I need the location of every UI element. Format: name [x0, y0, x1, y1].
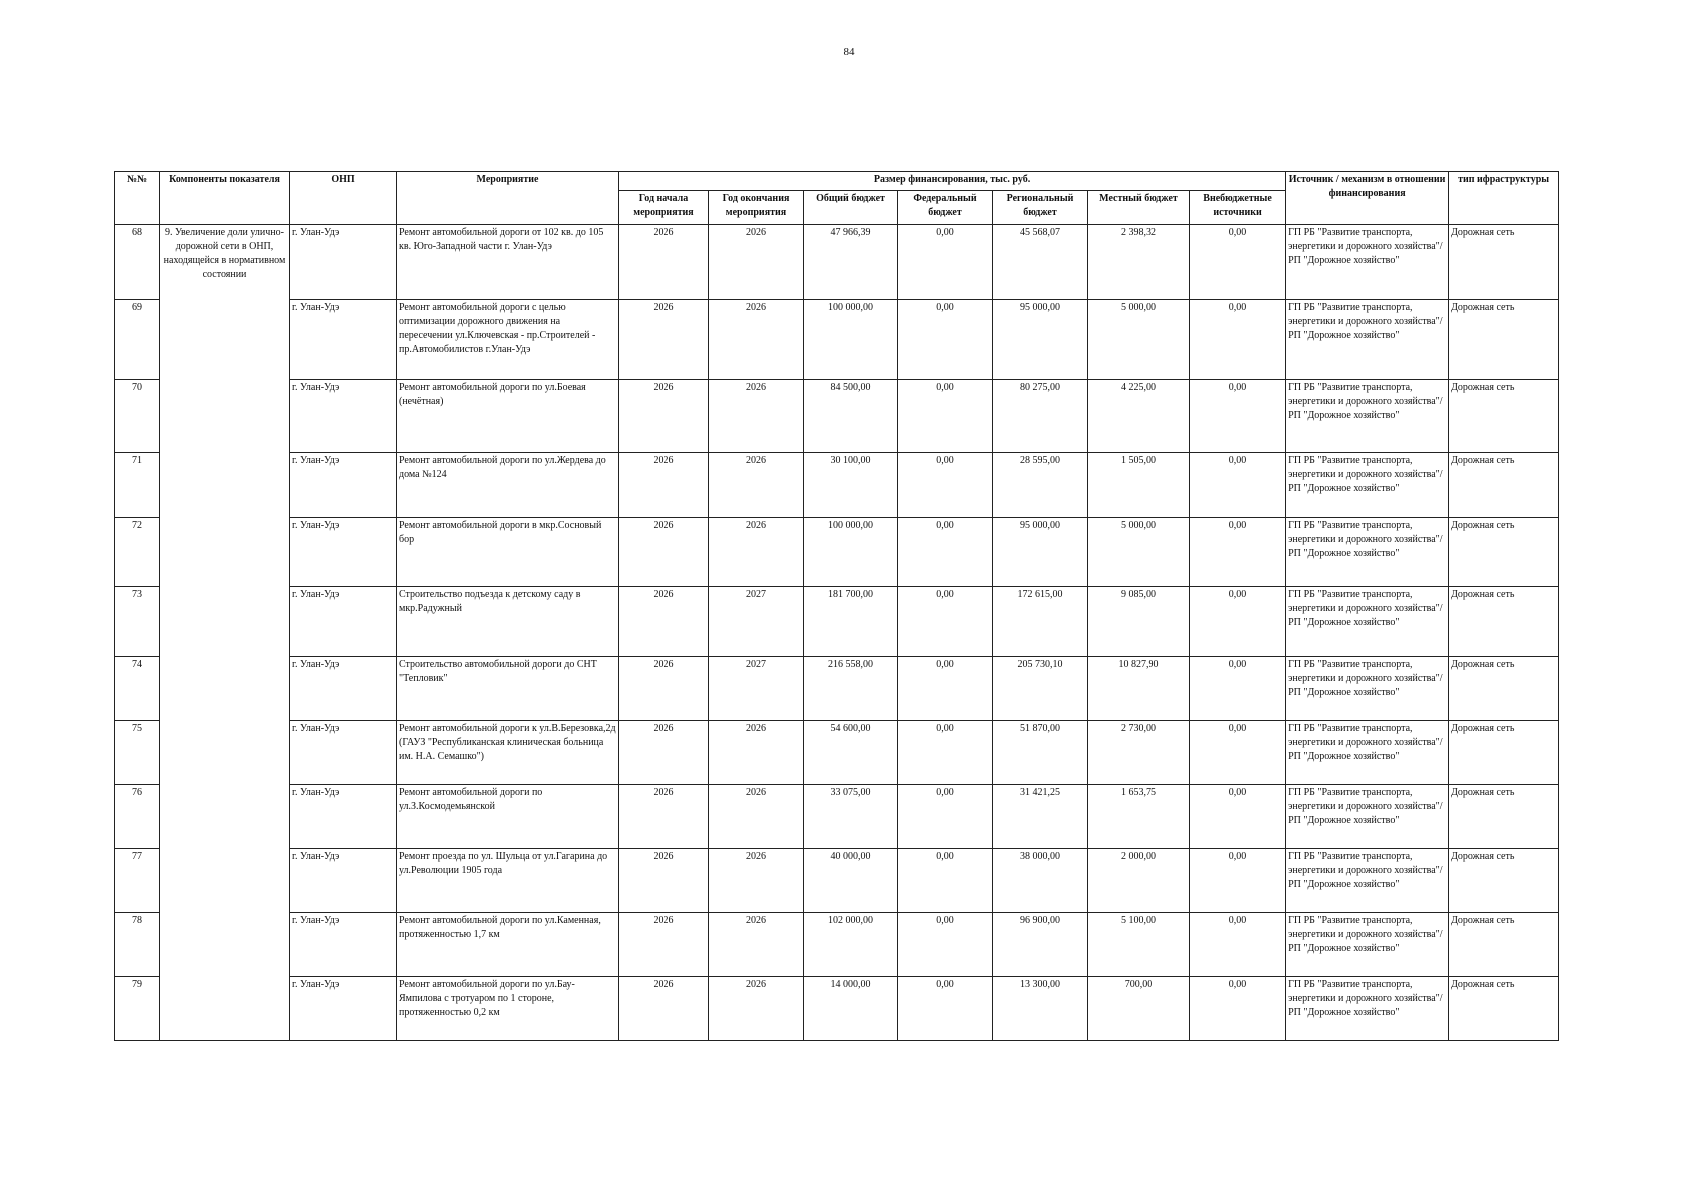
source-cell: ГП РБ "Развитие транспорта, энергетики и дорожного хозяйства"/РП "Дорожное хозяйство": [1286, 225, 1449, 300]
end-year-cell: 2026: [709, 225, 804, 300]
header-extra: Внебюджетные источники: [1190, 191, 1286, 225]
total-budget-cell: 33 075,00: [804, 785, 898, 849]
event-cell: Ремонт автомобильной дороги от 102 кв. до 105 кв. Юго-Западной части г. Улан-Удэ: [397, 225, 619, 300]
infra-type-cell: Дорожная сеть: [1449, 300, 1559, 380]
end-year-cell: 2026: [709, 380, 804, 453]
event-cell: Ремонт автомобильной дороги к ул.В.Березовка,2д (ГАУЗ "Республиканская клиническая больница им. Н.А. Семашко"): [397, 721, 619, 785]
local-budget-cell: 2 000,00: [1088, 849, 1190, 913]
start-year-cell: 2026: [619, 300, 709, 380]
infra-type-cell: Дорожная сеть: [1449, 913, 1559, 977]
total-budget-cell: 40 000,00: [804, 849, 898, 913]
header-regional: Региональный бюджет: [993, 191, 1088, 225]
source-cell: ГП РБ "Развитие транспорта, энергетики и дорожного хозяйства"/РП "Дорожное хозяйство": [1286, 785, 1449, 849]
regional-budget-cell: 96 900,00: [993, 913, 1088, 977]
source-cell: ГП РБ "Развитие транспорта, энергетики и дорожного хозяйства"/РП "Дорожное хозяйство": [1286, 587, 1449, 657]
start-year-cell: 2026: [619, 721, 709, 785]
header-component: Компоненты показателя: [160, 172, 290, 225]
local-budget-cell: 5 100,00: [1088, 913, 1190, 977]
header-start-year: Год начала мероприятия: [619, 191, 709, 225]
start-year-cell: 2026: [619, 587, 709, 657]
regional-budget-cell: 31 421,25: [993, 785, 1088, 849]
table-row: [115, 657, 1559, 721]
onp-cell: г. Улан-Удэ: [290, 721, 397, 785]
event-cell: Ремонт автомобильной дороги по ул.Каменная, протяженностью 1,7 км: [397, 913, 619, 977]
onp-cell: г. Улан-Удэ: [290, 587, 397, 657]
extra-budget-cell: 0,00: [1190, 225, 1286, 300]
end-year-cell: 2026: [709, 913, 804, 977]
total-budget-cell: 100 000,00: [804, 300, 898, 380]
event-cell: Ремонт автомобильной дороги с целью оптимизации дорожного движения на пересечении ул.Ключевская - пр.Строителей - пр.Автомобилистов г.Улан-Удэ: [397, 300, 619, 380]
start-year-cell: 2026: [619, 518, 709, 587]
start-year-cell: 2026: [619, 913, 709, 977]
total-budget-cell: 84 500,00: [804, 380, 898, 453]
row-number: 78: [115, 913, 160, 977]
onp-cell: г. Улан-Удэ: [290, 977, 397, 1041]
table-row: [115, 849, 1559, 913]
row-number: 73: [115, 587, 160, 657]
source-cell: ГП РБ "Развитие транспорта, энергетики и дорожного хозяйства"/РП "Дорожное хозяйство": [1286, 453, 1449, 518]
table-row: [115, 913, 1559, 977]
infra-type-cell: Дорожная сеть: [1449, 587, 1559, 657]
end-year-cell: 2026: [709, 300, 804, 380]
extra-budget-cell: 0,00: [1190, 453, 1286, 518]
header-infra: тип ифраструктуры: [1449, 172, 1559, 225]
regional-budget-cell: 205 730,10: [993, 657, 1088, 721]
extra-budget-cell: 0,00: [1190, 977, 1286, 1041]
local-budget-cell: 2 398,32: [1088, 225, 1190, 300]
local-budget-cell: 4 225,00: [1088, 380, 1190, 453]
event-cell: Ремонт автомобильной дороги по ул.Бау-Ямпилова с тротуаром по 1 стороне, протяженностью 0,2 км: [397, 977, 619, 1041]
start-year-cell: 2026: [619, 380, 709, 453]
extra-budget-cell: 0,00: [1190, 300, 1286, 380]
financing-table: [114, 171, 1559, 1041]
row-number: 79: [115, 977, 160, 1041]
end-year-cell: 2026: [709, 721, 804, 785]
local-budget-cell: 2 730,00: [1088, 721, 1190, 785]
infra-type-cell: Дорожная сеть: [1449, 785, 1559, 849]
row-number: 72: [115, 518, 160, 587]
event-cell: Ремонт автомобильной дороги в мкр.Сосновый бор: [397, 518, 619, 587]
table-row: [115, 518, 1559, 587]
table-row: [115, 977, 1559, 1041]
page-number: 84: [843, 46, 855, 58]
header-funding: Размер финансирования, тыс. руб.: [619, 172, 1286, 191]
extra-budget-cell: 0,00: [1190, 518, 1286, 587]
regional-budget-cell: 172 615,00: [993, 587, 1088, 657]
infra-type-cell: Дорожная сеть: [1449, 849, 1559, 913]
regional-budget-cell: 28 595,00: [993, 453, 1088, 518]
source-cell: ГП РБ "Развитие транспорта, энергетики и дорожного хозяйства"/РП "Дорожное хозяйство": [1286, 518, 1449, 587]
end-year-cell: 2027: [709, 657, 804, 721]
regional-budget-cell: 80 275,00: [993, 380, 1088, 453]
federal-budget-cell: 0,00: [898, 657, 993, 721]
total-budget-cell: 102 000,00: [804, 913, 898, 977]
local-budget-cell: 5 000,00: [1088, 518, 1190, 587]
table-row: [115, 225, 1559, 300]
onp-cell: г. Улан-Удэ: [290, 518, 397, 587]
event-cell: Строительство подъезда к детскому саду в мкр.Радужный: [397, 587, 619, 657]
row-number: 71: [115, 453, 160, 518]
total-budget-cell: 14 000,00: [804, 977, 898, 1041]
source-cell: ГП РБ "Развитие транспорта, энергетики и дорожного хозяйства"/РП "Дорожное хозяйство": [1286, 657, 1449, 721]
federal-budget-cell: 0,00: [898, 225, 993, 300]
source-cell: ГП РБ "Развитие транспорта, энергетики и дорожного хозяйства"/РП "Дорожное хозяйство": [1286, 380, 1449, 453]
event-cell: Ремонт автомобильной дороги по ул.Жердева до дома №124: [397, 453, 619, 518]
regional-budget-cell: 95 000,00: [993, 300, 1088, 380]
row-number: 75: [115, 721, 160, 785]
onp-cell: г. Улан-Удэ: [290, 657, 397, 721]
extra-budget-cell: 0,00: [1190, 587, 1286, 657]
header-federal: Федеральный бюджет: [898, 191, 993, 225]
infra-type-cell: Дорожная сеть: [1449, 453, 1559, 518]
header-row-1: [115, 172, 1559, 191]
total-budget-cell: 100 000,00: [804, 518, 898, 587]
infra-type-cell: Дорожная сеть: [1449, 657, 1559, 721]
federal-budget-cell: 0,00: [898, 849, 993, 913]
row-number: 69: [115, 300, 160, 380]
event-cell: Ремонт автомобильной дороги по ул.З.Космодемьянской: [397, 785, 619, 849]
start-year-cell: 2026: [619, 453, 709, 518]
regional-budget-cell: 13 300,00: [993, 977, 1088, 1041]
extra-budget-cell: 0,00: [1190, 913, 1286, 977]
federal-budget-cell: 0,00: [898, 380, 993, 453]
header-onp: ОНП: [290, 172, 397, 225]
table-row: [115, 300, 1559, 380]
onp-cell: г. Улан-Удэ: [290, 453, 397, 518]
federal-budget-cell: 0,00: [898, 300, 993, 380]
federal-budget-cell: 0,00: [898, 587, 993, 657]
local-budget-cell: 5 000,00: [1088, 300, 1190, 380]
federal-budget-cell: 0,00: [898, 721, 993, 785]
federal-budget-cell: 0,00: [898, 977, 993, 1041]
federal-budget-cell: 0,00: [898, 785, 993, 849]
infra-type-cell: Дорожная сеть: [1449, 721, 1559, 785]
local-budget-cell: 700,00: [1088, 977, 1190, 1041]
total-budget-cell: 47 966,39: [804, 225, 898, 300]
onp-cell: г. Улан-Удэ: [290, 225, 397, 300]
row-number: 74: [115, 657, 160, 721]
row-number: 76: [115, 785, 160, 849]
row-number: 70: [115, 380, 160, 453]
extra-budget-cell: 0,00: [1190, 380, 1286, 453]
header-num: №№: [115, 172, 160, 225]
source-cell: ГП РБ "Развитие транспорта, энергетики и дорожного хозяйства"/РП "Дорожное хозяйство": [1286, 721, 1449, 785]
regional-budget-cell: 51 870,00: [993, 721, 1088, 785]
onp-cell: г. Улан-Удэ: [290, 913, 397, 977]
regional-budget-cell: 38 000,00: [993, 849, 1088, 913]
source-cell: ГП РБ "Развитие транспорта, энергетики и дорожного хозяйства"/РП "Дорожное хозяйство": [1286, 849, 1449, 913]
extra-budget-cell: 0,00: [1190, 657, 1286, 721]
total-budget-cell: 216 558,00: [804, 657, 898, 721]
start-year-cell: 2026: [619, 657, 709, 721]
start-year-cell: 2026: [619, 849, 709, 913]
event-cell: Строительство автомобильной дороги до СНТ "Тепловик": [397, 657, 619, 721]
source-cell: ГП РБ "Развитие транспорта, энергетики и дорожного хозяйства"/РП "Дорожное хозяйство": [1286, 913, 1449, 977]
local-budget-cell: 9 085,00: [1088, 587, 1190, 657]
regional-budget-cell: 95 000,00: [993, 518, 1088, 587]
local-budget-cell: 1 653,75: [1088, 785, 1190, 849]
infra-type-cell: Дорожная сеть: [1449, 977, 1559, 1041]
total-budget-cell: 181 700,00: [804, 587, 898, 657]
onp-cell: г. Улан-Удэ: [290, 849, 397, 913]
end-year-cell: 2027: [709, 587, 804, 657]
header-source: Источник / механизм в отношении финансирования: [1286, 172, 1449, 225]
header-total: Общий бюджет: [804, 191, 898, 225]
total-budget-cell: 30 100,00: [804, 453, 898, 518]
source-cell: ГП РБ "Развитие транспорта, энергетики и дорожного хозяйства"/РП "Дорожное хозяйство": [1286, 977, 1449, 1041]
extra-budget-cell: 0,00: [1190, 721, 1286, 785]
extra-budget-cell: 0,00: [1190, 849, 1286, 913]
end-year-cell: 2026: [709, 453, 804, 518]
row-number: 68: [115, 225, 160, 300]
local-budget-cell: 10 827,90: [1088, 657, 1190, 721]
federal-budget-cell: 0,00: [898, 913, 993, 977]
end-year-cell: 2026: [709, 785, 804, 849]
component-cell: 9. Увеличение доли улично-дорожной сети в ОНП, находящейся в нормативном состоянии: [160, 225, 290, 1041]
end-year-cell: 2026: [709, 849, 804, 913]
extra-budget-cell: 0,00: [1190, 785, 1286, 849]
regional-budget-cell: 45 568,07: [993, 225, 1088, 300]
onp-cell: г. Улан-Удэ: [290, 300, 397, 380]
federal-budget-cell: 0,00: [898, 453, 993, 518]
event-cell: Ремонт проезда по ул. Шульца от ул.Гагарина до ул.Революции 1905 года: [397, 849, 619, 913]
start-year-cell: 2026: [619, 977, 709, 1041]
event-cell: Ремонт автомобильной дороги по ул.Боевая (нечётная): [397, 380, 619, 453]
table-body: [115, 225, 1559, 1041]
infra-type-cell: Дорожная сеть: [1449, 380, 1559, 453]
total-budget-cell: 54 600,00: [804, 721, 898, 785]
start-year-cell: 2026: [619, 225, 709, 300]
header-event: Мероприятие: [397, 172, 619, 225]
header-end-year: Год окончания мероприятия: [709, 191, 804, 225]
table-row: [115, 453, 1559, 518]
table-row: [115, 785, 1559, 849]
end-year-cell: 2026: [709, 977, 804, 1041]
table-row: [115, 721, 1559, 785]
federal-budget-cell: 0,00: [898, 518, 993, 587]
table-row: [115, 380, 1559, 453]
infra-type-cell: Дорожная сеть: [1449, 225, 1559, 300]
start-year-cell: 2026: [619, 785, 709, 849]
onp-cell: г. Улан-Удэ: [290, 785, 397, 849]
header-local: Местный бюджет: [1088, 191, 1190, 225]
table-row: [115, 587, 1559, 657]
infra-type-cell: Дорожная сеть: [1449, 518, 1559, 587]
onp-cell: г. Улан-Удэ: [290, 380, 397, 453]
end-year-cell: 2026: [709, 518, 804, 587]
row-number: 77: [115, 849, 160, 913]
source-cell: ГП РБ "Развитие транспорта, энергетики и дорожного хозяйства"/РП "Дорожное хозяйство": [1286, 300, 1449, 380]
local-budget-cell: 1 505,00: [1088, 453, 1190, 518]
